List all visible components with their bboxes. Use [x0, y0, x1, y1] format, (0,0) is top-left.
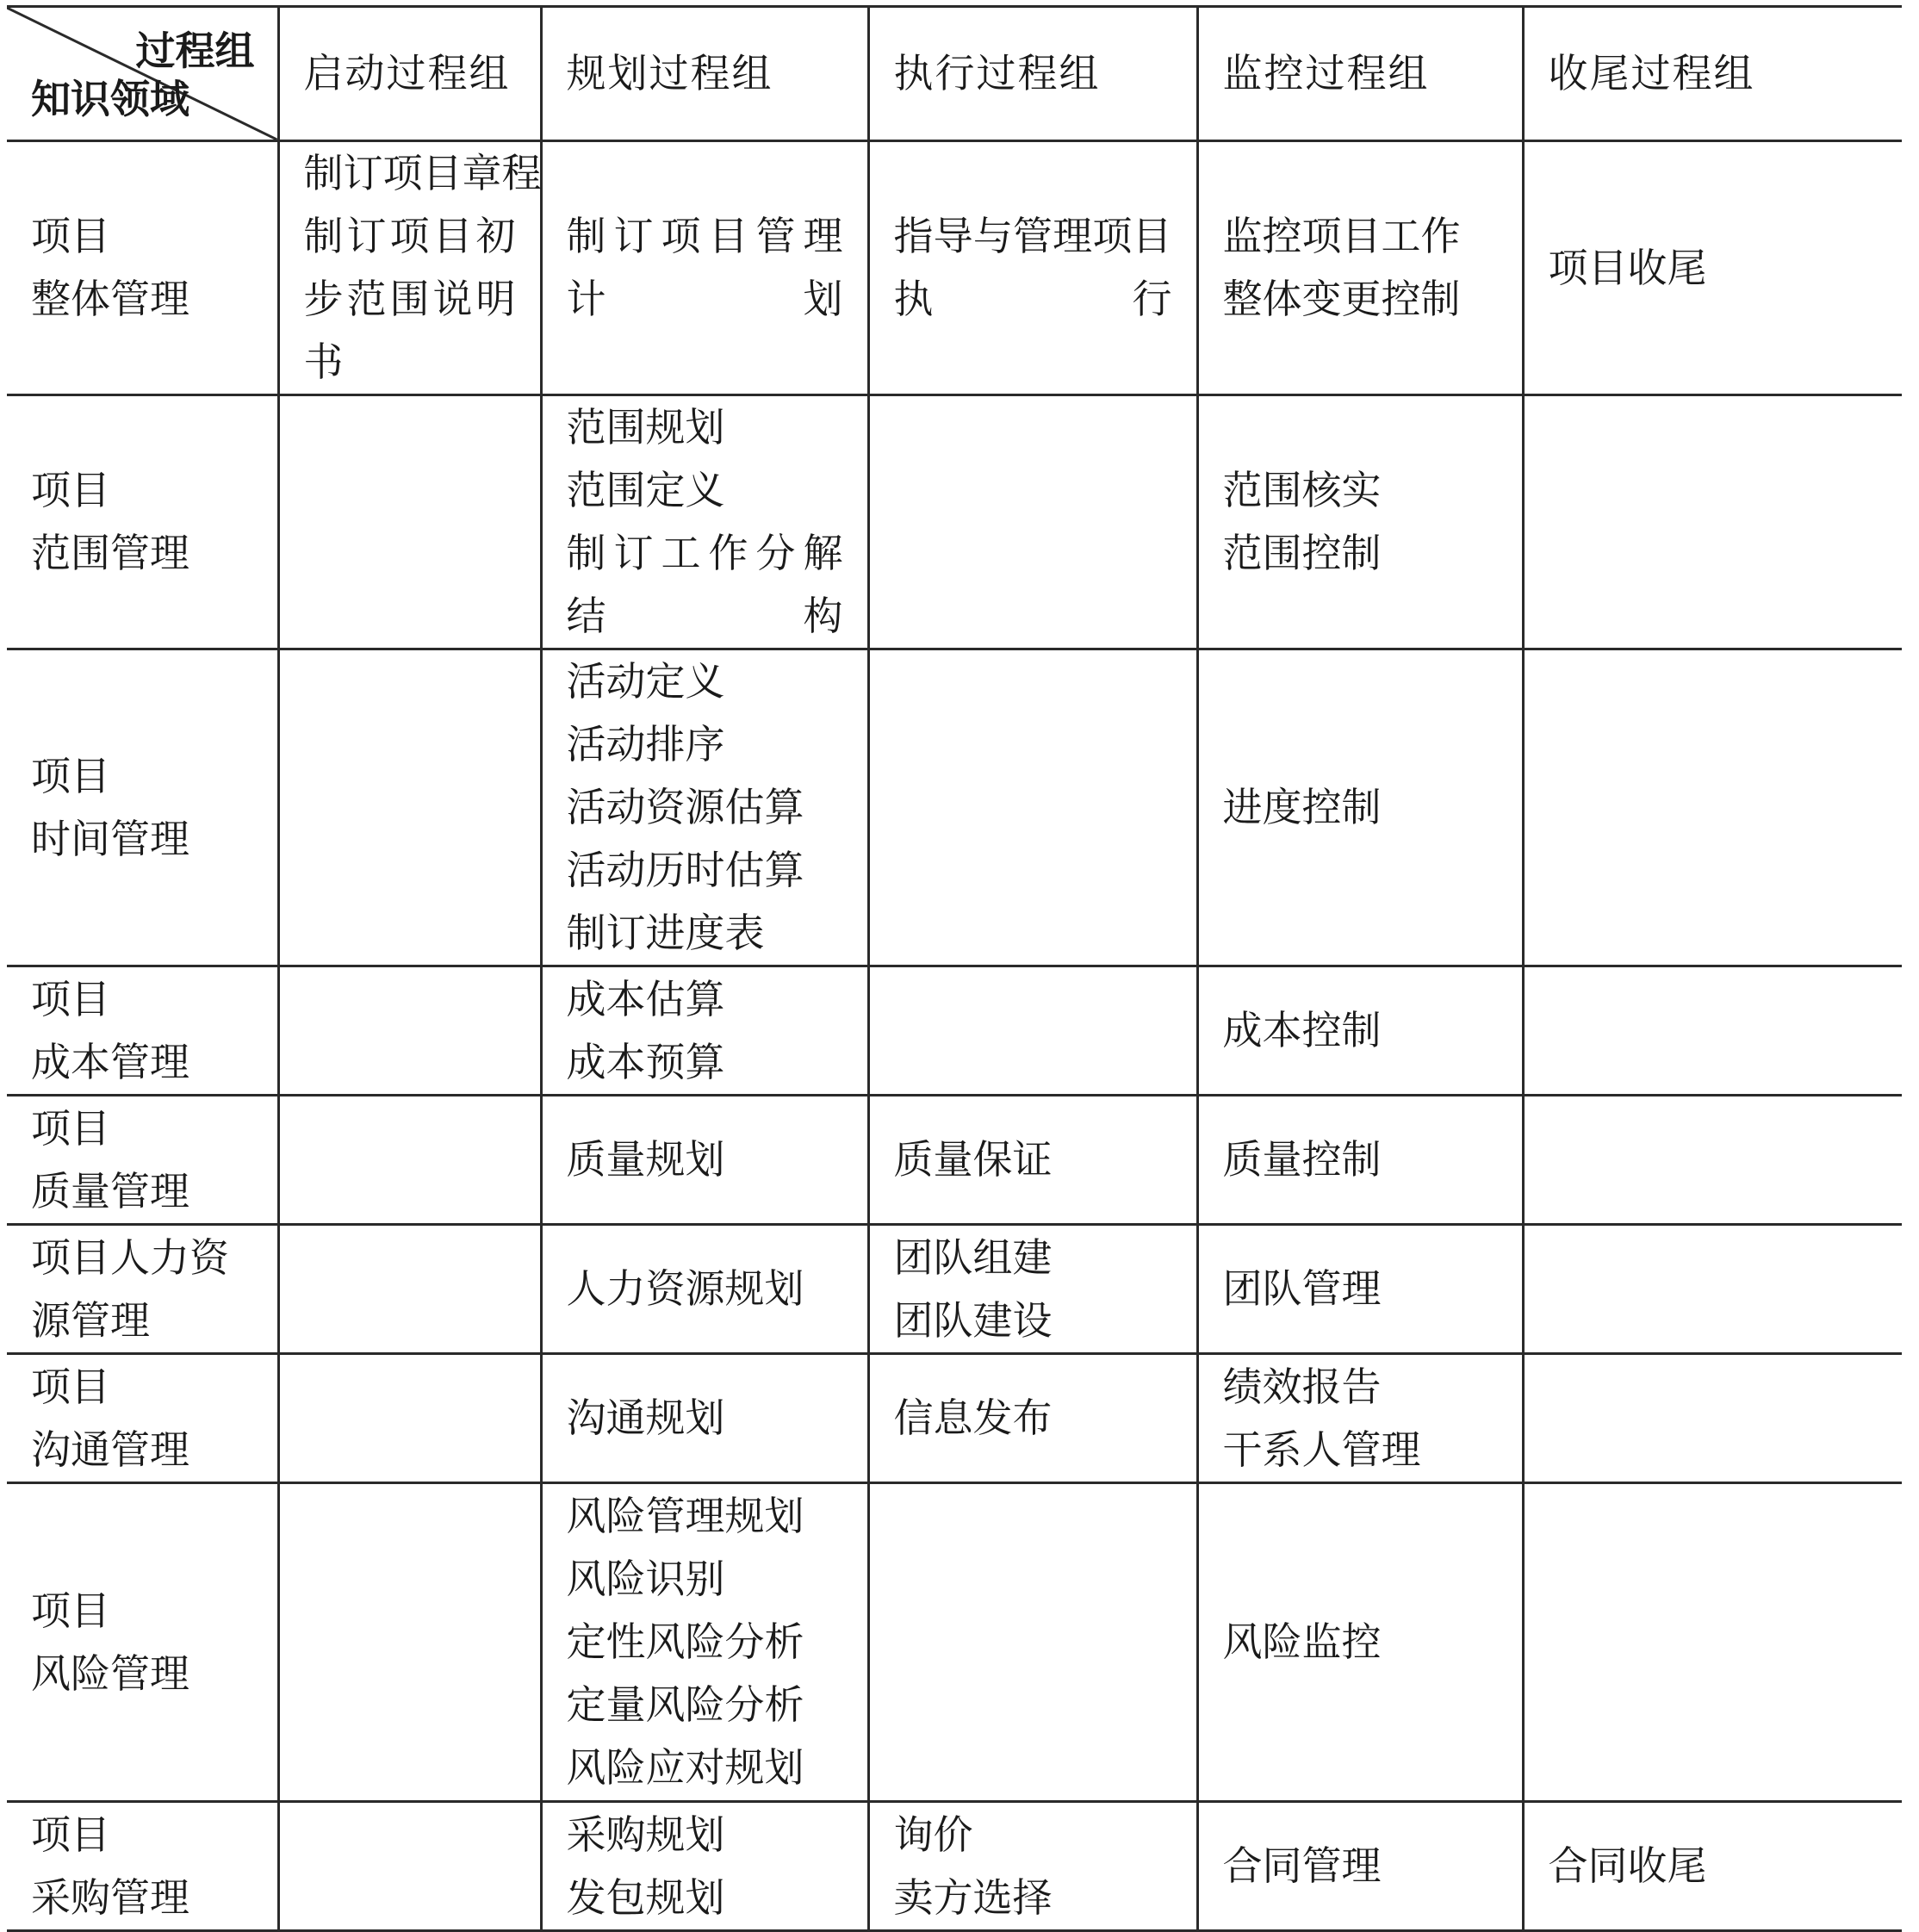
cell-closing — [1523, 141, 1902, 395]
process-item: 采购规划 — [566, 1811, 725, 1858]
area-cell — [7, 141, 278, 395]
process-item: 团队组建 — [893, 1233, 1053, 1281]
process-item: 活动排序 — [566, 721, 725, 767]
area-cell — [7, 1225, 278, 1354]
process-item: 定量风险分析 — [566, 1681, 804, 1728]
area-line: 沟通管理 — [31, 1426, 189, 1473]
process-item: 人力资源规划 — [566, 1265, 804, 1312]
process-item: 活动定义 — [566, 658, 725, 705]
cell-initiating — [278, 1096, 541, 1225]
area-line: 范围管理 — [31, 530, 189, 576]
row-cost — [7, 966, 1902, 1096]
process-item: 风险监控 — [1222, 1618, 1382, 1665]
process-item: 制订工作分解结构 — [566, 530, 843, 639]
process-item: 指导与管理项目执行 — [893, 213, 1172, 322]
process-item: 团队建设 — [893, 1296, 1053, 1344]
cell-initiating — [278, 966, 541, 1096]
process-item: 进度控制 — [1222, 784, 1382, 830]
cell-closing — [1523, 1354, 1902, 1483]
row-communication — [7, 1354, 1902, 1483]
process-item: 监控项目工作 — [1222, 213, 1461, 259]
process-item: 定性风险分析 — [566, 1618, 804, 1665]
cell-executing — [868, 966, 1197, 1096]
process-item: 绩效报告 — [1222, 1363, 1382, 1410]
cell-executing — [868, 1225, 1197, 1354]
cell-initiating — [278, 1483, 541, 1802]
process-item: 活动历时估算 — [566, 847, 804, 893]
process-item: 范围核实 — [1222, 467, 1382, 513]
row-risk — [7, 1483, 1902, 1802]
process-item: 质量规划 — [566, 1136, 725, 1183]
area-line: 项目 — [31, 467, 110, 513]
col-initiating: 启动过程组 — [278, 7, 541, 141]
process-item: 卖方选择 — [893, 1873, 1053, 1921]
cell-planning — [541, 1354, 868, 1483]
process-knowledge-matrix — [7, 5, 1902, 1932]
cell-initiating — [278, 1802, 541, 1931]
area-line: 项目 — [31, 213, 110, 259]
process-item: 风险管理规划 — [566, 1493, 804, 1539]
area-line: 采购管理 — [31, 1873, 189, 1921]
process-item: 合同收尾 — [1548, 1842, 1707, 1889]
cell-executing — [868, 1096, 1197, 1225]
area-line: 项目 — [31, 1363, 110, 1410]
area-cell — [7, 1802, 278, 1931]
cell-monitoring — [1197, 1354, 1523, 1483]
cell-planning — [541, 141, 868, 395]
row-quality — [7, 1096, 1902, 1225]
cell-monitoring — [1197, 141, 1523, 395]
cell-closing — [1523, 1096, 1902, 1225]
process-item: 干系人管理 — [1222, 1426, 1421, 1473]
cell-monitoring — [1197, 649, 1523, 966]
area-line: 项目 — [31, 1811, 110, 1858]
col-monitoring: 监控过程组 — [1197, 7, 1523, 141]
area-cell — [7, 966, 278, 1096]
area-line: 项目 — [31, 1587, 110, 1634]
process-item: 活动资源估算 — [566, 784, 804, 830]
area-line: 成本管理 — [31, 1038, 189, 1085]
cell-executing — [868, 649, 1197, 966]
cell-planning — [541, 1225, 868, 1354]
area-line: 质量管理 — [31, 1167, 189, 1214]
area-line: 风险管理 — [31, 1649, 189, 1697]
row-human-resource — [7, 1225, 1902, 1354]
knowledge-area-label: 知识领域 — [31, 76, 189, 122]
process-item: 项目收尾 — [1548, 244, 1707, 291]
col-closing: 收尾过程组 — [1523, 7, 1902, 141]
cell-monitoring — [1197, 1096, 1523, 1225]
area-cell — [7, 1354, 278, 1483]
cell-monitoring — [1197, 1225, 1523, 1354]
cell-planning — [541, 966, 868, 1096]
cell-closing — [1523, 395, 1902, 649]
cell-executing — [868, 1483, 1197, 1802]
cell-executing — [868, 395, 1197, 649]
cell-initiating — [278, 1225, 541, 1354]
process-item: 沟通规划 — [566, 1395, 725, 1441]
process-item: 制订进度表 — [566, 910, 765, 956]
cell-monitoring — [1197, 395, 1523, 649]
cell-planning — [541, 395, 868, 649]
cell-initiating — [278, 1354, 541, 1483]
cell-planning — [541, 649, 868, 966]
row-integration — [7, 141, 1902, 395]
area-line: 项目 — [31, 752, 110, 799]
process-group-label: 过程组 — [135, 28, 255, 74]
cell-closing — [1523, 649, 1902, 966]
corner-header — [7, 7, 278, 141]
process-item: 信息发布 — [893, 1395, 1053, 1441]
area-cell — [7, 1096, 278, 1225]
process-item: 风险识别 — [566, 1556, 725, 1602]
process-item: 制订项目章程 — [303, 150, 542, 196]
cell-closing — [1523, 1225, 1902, 1354]
cell-initiating — [278, 141, 541, 395]
process-item: 质量控制 — [1222, 1136, 1382, 1183]
process-item: 范围定义 — [566, 467, 725, 513]
process-item: 整体变更控制 — [1222, 276, 1461, 322]
row-procurement — [7, 1802, 1902, 1931]
process-item: 范围规划 — [566, 404, 725, 450]
process-item: 团队管理 — [1222, 1265, 1382, 1312]
cell-initiating — [278, 649, 541, 966]
process-item: 制订项目初步范围说明书 — [303, 213, 516, 385]
cell-planning — [541, 1483, 868, 1802]
cell-monitoring — [1197, 1802, 1523, 1931]
cell-monitoring — [1197, 966, 1523, 1096]
cell-executing — [868, 141, 1197, 395]
process-item: 询价 — [893, 1811, 973, 1858]
process-item: 质量保证 — [893, 1136, 1053, 1183]
process-item: 风险应对规划 — [566, 1744, 804, 1791]
area-line: 时间管理 — [31, 815, 189, 862]
process-item: 成本估算 — [566, 975, 725, 1022]
process-item: 成本控制 — [1222, 1007, 1382, 1053]
row-scope — [7, 395, 1902, 649]
area-line: 项目 — [31, 975, 110, 1022]
cell-planning — [541, 1802, 868, 1931]
row-time — [7, 649, 1902, 966]
cell-closing — [1523, 966, 1902, 1096]
cell-initiating — [278, 395, 541, 649]
area-line: 项目 — [31, 1104, 110, 1152]
cell-planning — [541, 1096, 868, 1225]
col-executing: 执行过程组 — [868, 7, 1197, 141]
area-cell — [7, 1483, 278, 1802]
col-planning: 规划过程组 — [541, 7, 868, 141]
process-item: 合同管理 — [1222, 1842, 1382, 1889]
process-item: 范围控制 — [1222, 530, 1382, 576]
process-item: 成本预算 — [566, 1038, 725, 1085]
area-cell — [7, 649, 278, 966]
cell-monitoring — [1197, 1483, 1523, 1802]
process-item: 制订项目管理计划 — [566, 213, 843, 322]
cell-executing — [868, 1802, 1197, 1931]
area-line: 项目人力资源管理 — [31, 1233, 229, 1344]
cell-closing — [1523, 1483, 1902, 1802]
process-item: 发包规划 — [566, 1873, 725, 1921]
area-line: 整体管理 — [31, 276, 189, 322]
cell-closing — [1523, 1802, 1902, 1931]
cell-executing — [868, 1354, 1197, 1483]
header-row — [7, 7, 1902, 141]
area-cell — [7, 395, 278, 649]
